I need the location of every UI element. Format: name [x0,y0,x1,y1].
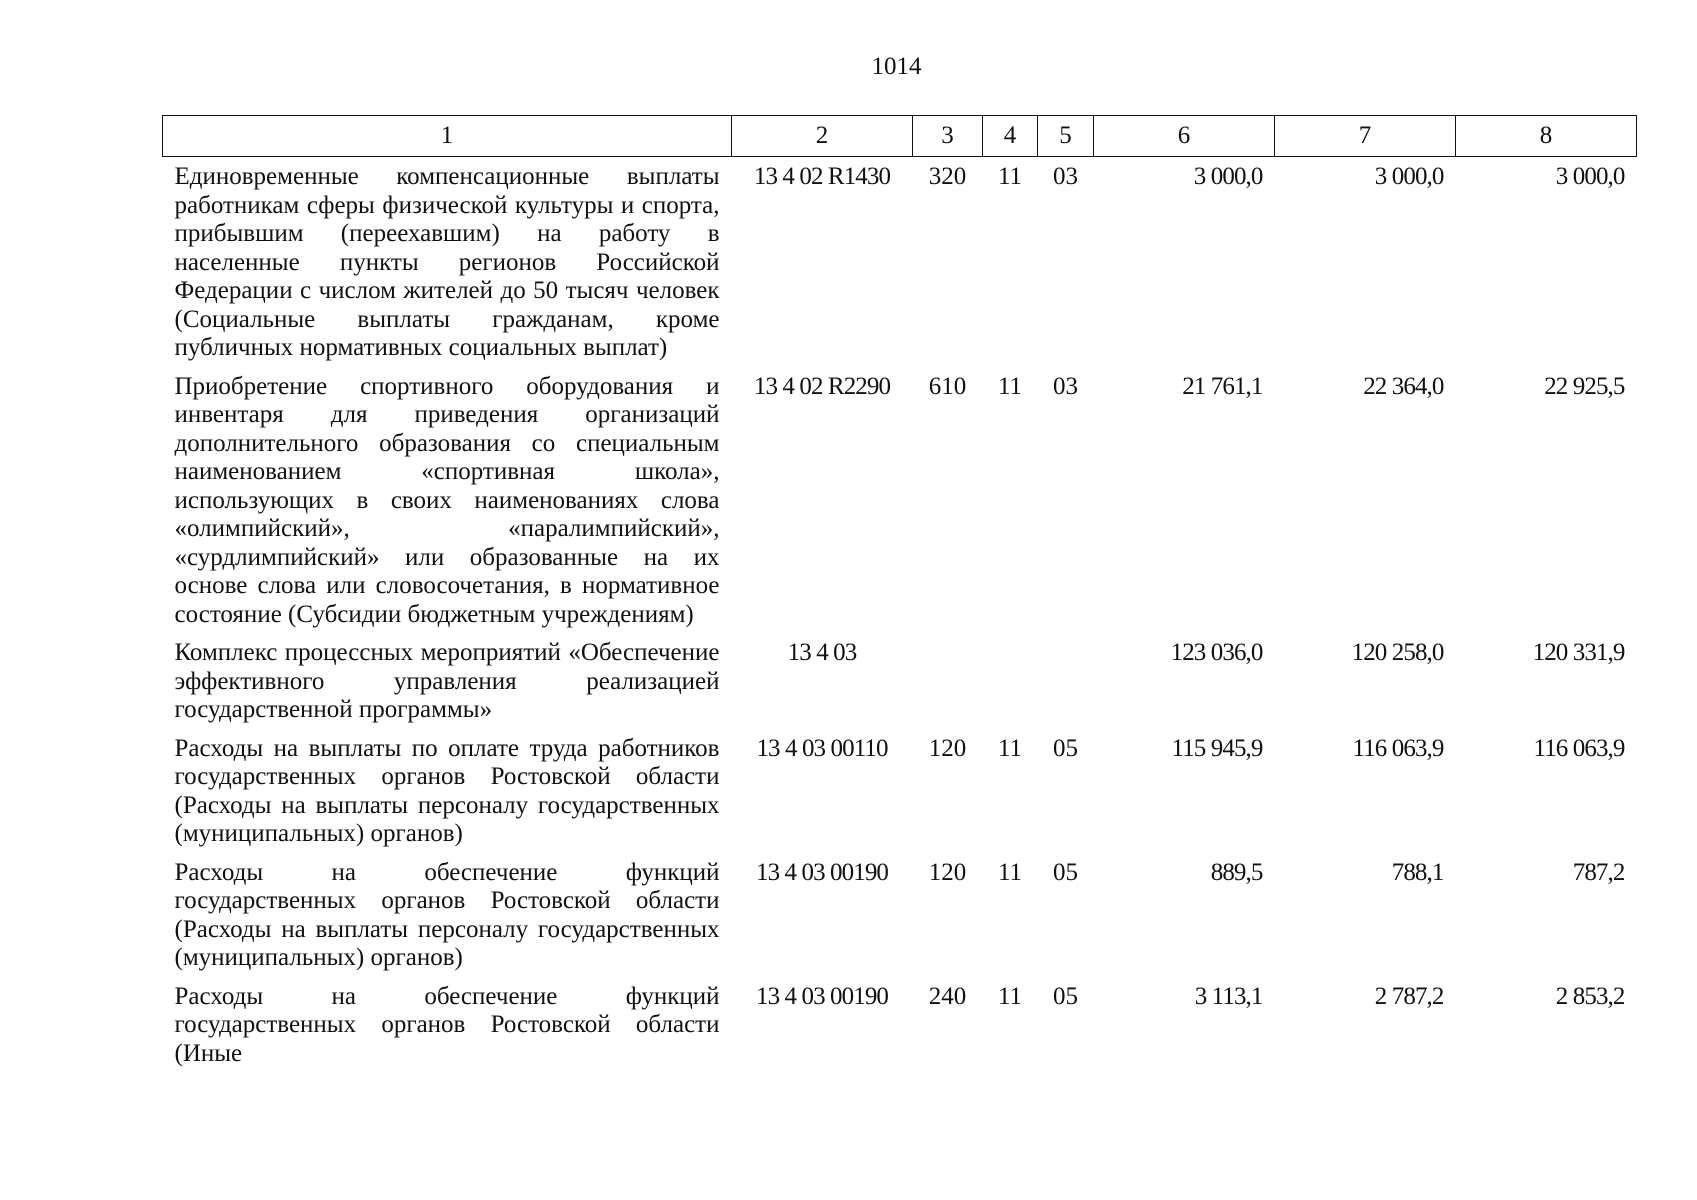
subsection-code: 03 [1053,163,1078,190]
column-header: 1 [163,116,732,157]
target-article-code: 13 4 03 00190 [755,982,889,1010]
amount-col-6: 3 000,0 [1193,163,1263,190]
table-row [163,639,1637,735]
target-article-code: 13 4 03 [787,639,857,666]
section-code: 11 [997,163,1023,190]
section-code: 11 [997,858,1023,886]
column-header: 6 [1094,116,1275,157]
expense-type-code: 610 [928,372,967,400]
table-row [163,373,1637,640]
amount-col-6: 123 036,0 [1170,639,1263,666]
column-header: 7 [1275,116,1456,157]
expense-name: Комплекс процессных мероприятий «Обеспечение эффективного управления реализацией государственной программы» [174,639,720,723]
subsection-code: 03 [1053,372,1078,400]
amount-col-7: 3 000,0 [1374,163,1444,190]
amount-col-8: 3 000,0 [1555,163,1625,190]
amount-col-6: 115 945,9 [1171,734,1263,762]
section-code [983,639,1038,735]
amount-col-7: 120 258,0 [1351,639,1444,666]
amount-col-6: 21 761,1 [1182,372,1263,400]
amount-col-7: 116 063,9 [1352,734,1444,762]
expense-type-code: 320 [928,163,967,190]
page-number: 1014 [871,53,922,80]
amount-col-7: 2 787,2 [1374,982,1444,1010]
amount-col-7: 788,1 [1391,858,1444,886]
expense-name: Расходы на обеспечение функций государственных органов Ростовской области (Расходы на выплаты персоналу государственных (муниципальных) органов) [174,858,720,971]
section-code: 11 [997,734,1023,762]
amount-col-8: 120 331,9 [1532,639,1625,666]
subsection-code: 05 [1053,858,1078,886]
subsection-code [1038,639,1094,735]
amount-col-8: 116 063,9 [1533,734,1625,762]
subsection-code: 05 [1053,982,1078,1010]
amount-col-8: 22 925,5 [1544,372,1625,400]
amount-col-8: 2 853,2 [1555,982,1625,1010]
target-article-code: 13 4 02 R1430 [753,163,891,190]
table-header-row [163,116,1637,157]
amount-col-6: 889,5 [1210,858,1263,886]
section-code: 11 [997,372,1023,400]
expense-type-code: 240 [928,982,967,1010]
column-header: 2 [732,116,913,157]
section-code: 11 [997,982,1023,1010]
target-article-code: 13 4 03 00190 [755,858,889,886]
expense-type-code: 120 [928,734,967,762]
table-row [163,157,1637,373]
column-header: 8 [1456,116,1637,157]
column-header: 3 [913,116,983,157]
column-header: 5 [1038,116,1094,157]
budget-table [162,115,1637,1078]
amount-col-6: 3 113,1 [1194,982,1263,1010]
column-header: 4 [983,116,1038,157]
expense-name: Расходы на обеспечение функций государственных органов Ростовской области (Иные [174,982,720,1067]
table-row [163,735,1637,859]
amount-col-8: 787,2 [1572,858,1625,886]
target-article-code: 13 4 03 00110 [756,734,888,762]
table-row [163,983,1637,1079]
table-row [163,859,1637,983]
expense-name: Единовременные компенсационные выплаты работникам сферы физической культуры и спорта, прибывшим (переехавшим) на работу в населенные пункты регионов Российской Федерации с числом жителей до 50 тысяч человек (Социальные выплаты гражданам, кроме публичных нормативных социальных выплат) [174,163,720,361]
expense-type-code [913,639,983,735]
target-article-code: 13 4 02 R2290 [753,372,891,400]
expense-name: Расходы на выплаты по оплате труда работников государственных органов Ростовской области (Расходы на выплаты персоналу государственных (муниципальных) органов) [174,734,720,847]
expense-type-code: 120 [928,858,967,886]
subsection-code: 05 [1053,734,1078,762]
expense-name: Приобретение спортивного оборудования и инвентаря для приведения организаций дополнительного образования со специальным наименованием «спортивная школа», использующих в своих наименованиях слова «олимпийский», «паралимпийский», «сурдлимпийский» или образованные на их основе слова или словосочетания, в нормативное состояние (Субсидии бюджетным учреждениям) [174,372,720,628]
amount-col-7: 22 364,0 [1363,372,1444,400]
